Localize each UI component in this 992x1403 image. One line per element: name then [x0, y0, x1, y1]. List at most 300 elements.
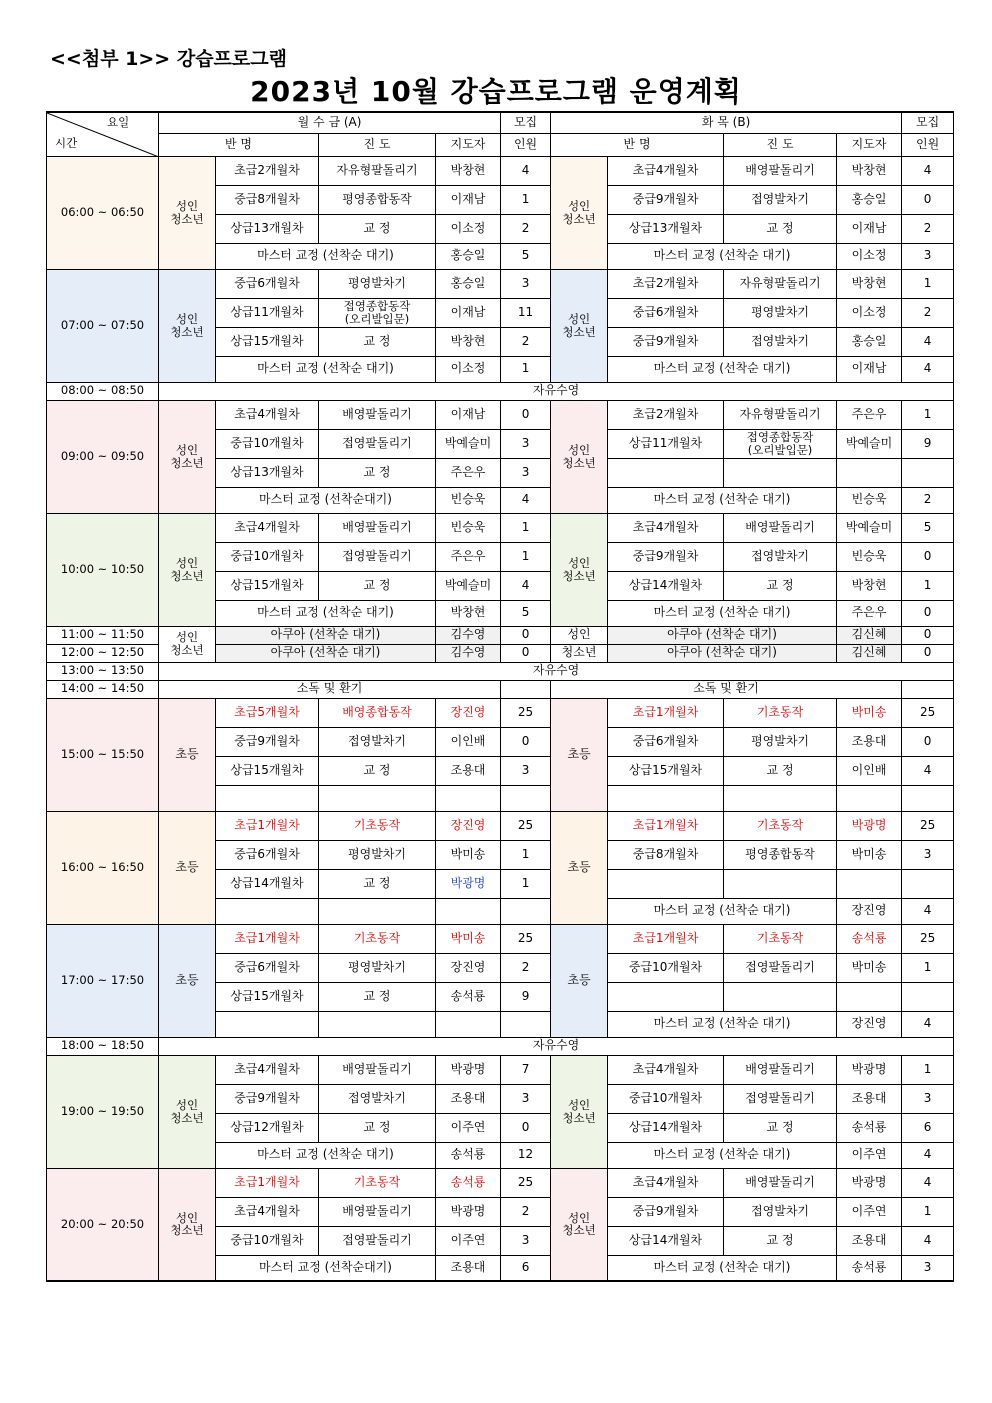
- mon-wed-instructor: 박광명: [436, 869, 501, 898]
- table-row: [47, 680, 954, 698]
- group-cell-b: 성인 청소년: [551, 400, 608, 513]
- tue-thu-instructor: 이주연: [837, 1142, 902, 1168]
- mon-wed-instructor: 조용대: [436, 1255, 501, 1281]
- tue-thu-class-name: 중급10개월차: [608, 1084, 724, 1113]
- mon-wed-instructor: 이재남: [436, 185, 501, 214]
- mon-wed-count: 3: [501, 1226, 551, 1255]
- tue-thu-instructor: 송석룡: [837, 1255, 902, 1281]
- mon-wed-instructor: 장진영: [436, 811, 501, 840]
- table-row: [47, 662, 954, 680]
- tue-thu-count: 0: [902, 727, 954, 756]
- table-row: [47, 112, 954, 133]
- mon-wed-class-name: 상급13개월차: [216, 214, 319, 243]
- mon-wed-class-name: 상급15개월차: [216, 982, 319, 1011]
- mon-wed-progress: 교 정: [319, 756, 436, 785]
- mon-wed-progress: 평영종합동작: [319, 185, 436, 214]
- tue-thu-count: 4: [902, 898, 954, 924]
- mon-wed-count: 11: [501, 298, 551, 327]
- mon-wed-count: [501, 1011, 551, 1037]
- time-cell: 13:00 ~ 13:50: [47, 662, 159, 680]
- tue-thu-instructor: 박광명: [837, 1168, 902, 1197]
- mon-wed-count: 4: [501, 156, 551, 185]
- table-row: [47, 924, 954, 953]
- mon-wed-count: [501, 898, 551, 924]
- tue-thu-instructor: 송석룡: [837, 1113, 902, 1142]
- tue-thu-progress: 교 정: [724, 214, 837, 243]
- mon-wed-class-name: 마스터 교정 (선착순 대기): [216, 600, 436, 626]
- tue-thu-progress: 배영팔돌리기: [724, 156, 837, 185]
- group-cell-b: 초등: [551, 811, 608, 924]
- time-cell: 08:00 ~ 08:50: [47, 382, 159, 400]
- mon-wed-class-name: 중급6개월차: [216, 953, 319, 982]
- aqua-class-b: 아쿠아 (선착순 대기): [608, 626, 837, 644]
- tue-thu-class-name: 중급9개월차: [608, 1197, 724, 1226]
- tue-thu-instructor: 박예슬미: [837, 513, 902, 542]
- mon-wed-progress: 교 정: [319, 214, 436, 243]
- tue-thu-class-name: 중급9개월차: [608, 185, 724, 214]
- tue-thu-progress: 접영종합동작 (오리발입문): [724, 429, 837, 458]
- tue-thu-instructor: 박미송: [837, 698, 902, 727]
- tue-thu-class-name: 중급9개월차: [608, 327, 724, 356]
- time-cell: 11:00 ~ 11:50: [47, 626, 159, 644]
- mon-wed-class-name: [216, 1011, 319, 1037]
- mon-wed-progress: 접영팔돌리기: [319, 1226, 436, 1255]
- group-cell-a: 성인 청소년: [159, 1168, 216, 1281]
- tue-thu-class-name: 초급4개월차: [608, 1055, 724, 1084]
- mon-wed-count: 4: [501, 487, 551, 513]
- aqua-instructor-b: 김신혜: [837, 644, 902, 662]
- tue-thu-count: 2: [902, 214, 954, 243]
- mon-wed-count: 2: [501, 327, 551, 356]
- tue-thu-class-name: 중급6개월차: [608, 298, 724, 327]
- mon-wed-count: 7: [501, 1055, 551, 1084]
- tue-thu-class-name: 상급13개월차: [608, 214, 724, 243]
- tue-thu-class-name: 마스터 교정 (선착순 대기): [608, 243, 837, 269]
- tue-thu-count: 25: [902, 811, 954, 840]
- tue-thu-class-name: [608, 785, 724, 811]
- tue-thu-instructor: 박광명: [837, 1055, 902, 1084]
- tue-thu-progress: 접영팔돌리기: [724, 953, 837, 982]
- table-row: [47, 1055, 954, 1084]
- tue-thu-instructor: 이재남: [837, 214, 902, 243]
- empty-cell: [902, 680, 954, 698]
- time-cell: 17:00 ~ 17:50: [47, 924, 159, 1037]
- mon-wed-count: 25: [501, 811, 551, 840]
- tue-thu-progress: [724, 458, 837, 487]
- header-recruit-a: 모집: [501, 112, 551, 133]
- time-cell: 12:00 ~ 12:50: [47, 644, 159, 662]
- empty-cell: [501, 680, 551, 698]
- disinfect-label-b: 소독 및 환기: [551, 680, 902, 698]
- tue-thu-progress: 접영발차기: [724, 1197, 837, 1226]
- mon-wed-count: 9: [501, 982, 551, 1011]
- tue-thu-instructor: [837, 785, 902, 811]
- tue-thu-count: 25: [902, 924, 954, 953]
- mon-wed-class-name: 마스터 교정 (선착순 대기): [216, 356, 436, 382]
- mon-wed-class-name: 마스터 교정 (선착순 대기): [216, 243, 436, 269]
- mon-wed-class-name: 중급10개월차: [216, 1226, 319, 1255]
- mon-wed-count: [501, 785, 551, 811]
- tue-thu-instructor: 이소정: [837, 243, 902, 269]
- mon-wed-instructor: 박미송: [436, 840, 501, 869]
- mon-wed-progress: 교 정: [319, 982, 436, 1011]
- mon-wed-progress: 배영팔돌리기: [319, 513, 436, 542]
- mon-wed-instructor: 이주연: [436, 1226, 501, 1255]
- mon-wed-progress: 자유형팔돌리기: [319, 156, 436, 185]
- mon-wed-count: 0: [501, 400, 551, 429]
- mon-wed-progress: 기초동작: [319, 924, 436, 953]
- tue-thu-progress: 평영발차기: [724, 727, 837, 756]
- tue-thu-class-name: 상급15개월차: [608, 756, 724, 785]
- tue-thu-count: 1: [902, 1197, 954, 1226]
- mon-wed-progress: 교 정: [319, 327, 436, 356]
- tue-thu-class-name: 초급4개월차: [608, 156, 724, 185]
- mon-wed-count: 5: [501, 600, 551, 626]
- time-cell: 07:00 ~ 07:50: [47, 269, 159, 382]
- tue-thu-count: 4: [902, 756, 954, 785]
- tue-thu-instructor: 박창현: [837, 269, 902, 298]
- tue-thu-count: 0: [902, 542, 954, 571]
- mon-wed-instructor: [436, 1011, 501, 1037]
- table-row: [47, 811, 954, 840]
- aqua-count-a: 0: [501, 644, 551, 662]
- tue-thu-instructor: 이재남: [837, 356, 902, 382]
- tue-thu-class-name: 마스터 교정 (선착순 대기): [608, 1142, 837, 1168]
- tue-thu-class-name: 마스터 교정 (선착순 대기): [608, 1011, 837, 1037]
- mon-wed-progress: 교 정: [319, 571, 436, 600]
- group-cell-a: 성인 청소년: [159, 156, 216, 269]
- mon-wed-instructor: 이재남: [436, 400, 501, 429]
- table-row: [47, 156, 954, 185]
- mon-wed-instructor: 송석룡: [436, 1142, 501, 1168]
- tue-thu-progress: 교 정: [724, 756, 837, 785]
- tue-thu-class-name: 초급4개월차: [608, 1168, 724, 1197]
- header-progress-a: 진 도: [319, 133, 436, 156]
- time-cell: 19:00 ~ 19:50: [47, 1055, 159, 1168]
- mon-wed-progress: 접영종합동작 (오리발입문): [319, 298, 436, 327]
- tue-thu-progress: 기초동작: [724, 924, 837, 953]
- mon-wed-class-name: 초급4개월차: [216, 1197, 319, 1226]
- mon-wed-class-name: 중급9개월차: [216, 1084, 319, 1113]
- table-row: [47, 626, 954, 644]
- tue-thu-count: 3: [902, 1255, 954, 1281]
- mon-wed-count: 1: [501, 840, 551, 869]
- mon-wed-instructor: 홍승일: [436, 243, 501, 269]
- time-cell: 06:00 ~ 06:50: [47, 156, 159, 269]
- tue-thu-count: 1: [902, 953, 954, 982]
- time-cell: 09:00 ~ 09:50: [47, 400, 159, 513]
- aqua-class-b: 아쿠아 (선착순 대기): [608, 644, 837, 662]
- tue-thu-progress: 자유형팔돌리기: [724, 269, 837, 298]
- group-cell-b: 초등: [551, 924, 608, 1037]
- tue-thu-instructor: 박창현: [837, 571, 902, 600]
- group-cell-b: 초등: [551, 698, 608, 811]
- tue-thu-count: 25: [902, 698, 954, 727]
- aqua-count-a: 0: [501, 626, 551, 644]
- mon-wed-count: 3: [501, 756, 551, 785]
- mon-wed-instructor: [436, 785, 501, 811]
- mon-wed-instructor: 송석룡: [436, 982, 501, 1011]
- mon-wed-class-name: 중급10개월차: [216, 542, 319, 571]
- mon-wed-instructor: [436, 898, 501, 924]
- tue-thu-instructor: 박예슬미: [837, 429, 902, 458]
- mon-wed-progress: 기초동작: [319, 1168, 436, 1197]
- mon-wed-count: 3: [501, 458, 551, 487]
- aqua-count-b: 0: [902, 626, 954, 644]
- tue-thu-instructor: [837, 982, 902, 1011]
- free-swim-label: 자유수영: [159, 662, 954, 680]
- header-instructor-b: 지도자: [837, 133, 902, 156]
- tue-thu-progress: [724, 785, 837, 811]
- header-count-a: 인원: [501, 133, 551, 156]
- mon-wed-count: 1: [501, 513, 551, 542]
- mon-wed-class-name: 마스터 교정 (선착순대기): [216, 487, 436, 513]
- header-mon-wed: 월 수 금 (A): [159, 112, 501, 133]
- mon-wed-count: 1: [501, 542, 551, 571]
- free-swim-label: 자유수영: [159, 382, 954, 400]
- mon-wed-progress: 평영발차기: [319, 840, 436, 869]
- mon-wed-instructor: 이재남: [436, 298, 501, 327]
- tue-thu-count: 4: [902, 1142, 954, 1168]
- mon-wed-instructor: 이소정: [436, 356, 501, 382]
- mon-wed-class-name: 초급2개월차: [216, 156, 319, 185]
- tue-thu-instructor: 빈승욱: [837, 542, 902, 571]
- tue-thu-class-name: 초급2개월차: [608, 269, 724, 298]
- mon-wed-count: 25: [501, 924, 551, 953]
- table-row: [47, 1168, 954, 1197]
- tue-thu-class-name: [608, 982, 724, 1011]
- group-cell-a: 성인 청소년: [159, 400, 216, 513]
- tue-thu-progress: 평영발차기: [724, 298, 837, 327]
- group-cell-a: 성인 청소년: [159, 269, 216, 382]
- tue-thu-instructor: 박창현: [837, 156, 902, 185]
- mon-wed-class-name: [216, 898, 319, 924]
- tue-thu-instructor: [837, 869, 902, 898]
- tue-thu-class-name: 마스터 교정 (선착순 대기): [608, 1255, 837, 1281]
- table-row: [47, 400, 954, 429]
- mon-wed-class-name: [216, 785, 319, 811]
- mon-wed-count: 0: [501, 727, 551, 756]
- tue-thu-count: [902, 982, 954, 1011]
- mon-wed-count: 3: [501, 1084, 551, 1113]
- mon-wed-instructor: 박창현: [436, 327, 501, 356]
- mon-wed-class-name: 상급15개월차: [216, 327, 319, 356]
- tue-thu-count: 4: [902, 1168, 954, 1197]
- mon-wed-class-name: 상급11개월차: [216, 298, 319, 327]
- group-cell-a: 성인 청소년: [159, 1055, 216, 1168]
- mon-wed-class-name: 중급10개월차: [216, 429, 319, 458]
- mon-wed-count: 1: [501, 356, 551, 382]
- mon-wed-count: 25: [501, 1168, 551, 1197]
- time-cell: 15:00 ~ 15:50: [47, 698, 159, 811]
- header-progress-b: 진 도: [724, 133, 837, 156]
- mon-wed-count: 6: [501, 1255, 551, 1281]
- tue-thu-progress: 배영팔돌리기: [724, 1168, 837, 1197]
- mon-wed-progress: 배영팔돌리기: [319, 1197, 436, 1226]
- attachment-label: <<첨부 1>> 강습프로그램: [50, 48, 287, 70]
- mon-wed-instructor: 박창현: [436, 600, 501, 626]
- tue-thu-class-name: 초급4개월차: [608, 513, 724, 542]
- group-cell-b: 성인 청소년: [551, 269, 608, 382]
- tue-thu-progress: 교 정: [724, 1226, 837, 1255]
- group-cell-b: 성인 청소년: [551, 156, 608, 269]
- mon-wed-progress: 배영종합동작: [319, 698, 436, 727]
- disinfect-label-a: 소독 및 환기: [159, 680, 501, 698]
- mon-wed-instructor: 이인배: [436, 727, 501, 756]
- table-row: [47, 1037, 954, 1055]
- tue-thu-count: 2: [902, 298, 954, 327]
- tue-thu-instructor: 조용대: [837, 1226, 902, 1255]
- mon-wed-class-name: 초급4개월차: [216, 1055, 319, 1084]
- mon-wed-count: 0: [501, 1113, 551, 1142]
- mon-wed-count: 2: [501, 214, 551, 243]
- mon-wed-class-name: 초급1개월차: [216, 1168, 319, 1197]
- mon-wed-instructor: 송석룡: [436, 1168, 501, 1197]
- tue-thu-progress: 교 정: [724, 1113, 837, 1142]
- tue-thu-class-name: 초급1개월차: [608, 811, 724, 840]
- tue-thu-class-name: 상급14개월차: [608, 1226, 724, 1255]
- mon-wed-instructor: 홍승일: [436, 269, 501, 298]
- mon-wed-progress: 평영발차기: [319, 269, 436, 298]
- header-corner: [47, 112, 159, 156]
- tue-thu-class-name: 마스터 교정 (선착순 대기): [608, 487, 837, 513]
- group-cell-b: 청소년: [551, 644, 608, 662]
- tue-thu-instructor: 박미송: [837, 840, 902, 869]
- time-cell: 18:00 ~ 18:50: [47, 1037, 159, 1055]
- mon-wed-progress: 기초동작: [319, 811, 436, 840]
- tue-thu-count: 3: [902, 243, 954, 269]
- mon-wed-class-name: 상급14개월차: [216, 869, 319, 898]
- mon-wed-instructor: 빈승욱: [436, 487, 501, 513]
- header-class-name-b: 반 명: [551, 133, 724, 156]
- mon-wed-class-name: 상급15개월차: [216, 756, 319, 785]
- mon-wed-class-name: 중급6개월차: [216, 269, 319, 298]
- mon-wed-progress: 교 정: [319, 869, 436, 898]
- group-cell-a: 초등: [159, 924, 216, 1037]
- tue-thu-class-name: 상급14개월차: [608, 571, 724, 600]
- free-swim-label: 자유수영: [159, 1037, 954, 1055]
- tue-thu-instructor: 송석룡: [837, 924, 902, 953]
- tue-thu-class-name: [608, 458, 724, 487]
- tue-thu-progress: 기초동작: [724, 698, 837, 727]
- mon-wed-progress: 접영발차기: [319, 1084, 436, 1113]
- tue-thu-progress: 접영발차기: [724, 327, 837, 356]
- mon-wed-class-name: 초급1개월차: [216, 924, 319, 953]
- aqua-count-b: 0: [902, 644, 954, 662]
- table-row: [47, 698, 954, 727]
- tue-thu-progress: 접영팔돌리기: [724, 1084, 837, 1113]
- mon-wed-instructor: 박예슬미: [436, 571, 501, 600]
- tue-thu-count: 1: [902, 571, 954, 600]
- tue-thu-instructor: 조용대: [837, 727, 902, 756]
- mon-wed-progress: 접영팔돌리기: [319, 542, 436, 571]
- mon-wed-count: 25: [501, 698, 551, 727]
- mon-wed-progress: [319, 898, 436, 924]
- mon-wed-class-name: 중급9개월차: [216, 727, 319, 756]
- group-cell-b: 성인 청소년: [551, 1055, 608, 1168]
- mon-wed-count: 4: [501, 571, 551, 600]
- table-row: [47, 513, 954, 542]
- mon-wed-instructor: 이소정: [436, 214, 501, 243]
- tue-thu-count: 9: [902, 429, 954, 458]
- table-row: [47, 269, 954, 298]
- mon-wed-instructor: 빈승욱: [436, 513, 501, 542]
- mon-wed-progress: 평영발차기: [319, 953, 436, 982]
- tue-thu-count: 4: [902, 356, 954, 382]
- tue-thu-instructor: 박광명: [837, 811, 902, 840]
- table-row: [47, 382, 954, 400]
- tue-thu-progress: 배영팔돌리기: [724, 513, 837, 542]
- tue-thu-class-name: 상급14개월차: [608, 1113, 724, 1142]
- group-cell-a: 초등: [159, 698, 216, 811]
- mon-wed-class-name: 마스터 교정 (선착순대기): [216, 1255, 436, 1281]
- tue-thu-count: 0: [902, 185, 954, 214]
- group-cell-a: 성인 청소년: [159, 626, 216, 662]
- mon-wed-class-name: 상급15개월차: [216, 571, 319, 600]
- time-cell: 20:00 ~ 20:50: [47, 1168, 159, 1281]
- tue-thu-progress: 평영종합동작: [724, 840, 837, 869]
- aqua-instructor-a: 김수영: [436, 644, 501, 662]
- header-count-b: 인원: [902, 133, 954, 156]
- mon-wed-instructor: 박광명: [436, 1055, 501, 1084]
- mon-wed-class-name: 초급5개월차: [216, 698, 319, 727]
- tue-thu-progress: 기초동작: [724, 811, 837, 840]
- tue-thu-count: 5: [902, 513, 954, 542]
- group-cell-a: 성인 청소년: [159, 513, 216, 626]
- tue-thu-count: 1: [902, 400, 954, 429]
- tue-thu-class-name: 초급1개월차: [608, 924, 724, 953]
- mon-wed-progress: 교 정: [319, 1113, 436, 1142]
- tue-thu-progress: 교 정: [724, 571, 837, 600]
- tue-thu-instructor: 이인배: [837, 756, 902, 785]
- tue-thu-instructor: 장진영: [837, 898, 902, 924]
- mon-wed-instructor: 이주연: [436, 1113, 501, 1142]
- mon-wed-progress: [319, 785, 436, 811]
- tue-thu-progress: 배영팔돌리기: [724, 1055, 837, 1084]
- tue-thu-class-name: 중급9개월차: [608, 542, 724, 571]
- tue-thu-progress: [724, 982, 837, 1011]
- tue-thu-instructor: 조용대: [837, 1084, 902, 1113]
- tue-thu-class-name: 마스터 교정 (선착순 대기): [608, 600, 837, 626]
- tue-thu-instructor: 빈승욱: [837, 487, 902, 513]
- mon-wed-progress: 접영팔돌리기: [319, 429, 436, 458]
- mon-wed-class-name: 상급13개월차: [216, 458, 319, 487]
- tue-thu-class-name: 마스터 교정 (선착순 대기): [608, 356, 837, 382]
- tue-thu-progress: 접영발차기: [724, 542, 837, 571]
- mon-wed-progress: 접영발차기: [319, 727, 436, 756]
- group-cell-b: 성인 청소년: [551, 1168, 608, 1281]
- tue-thu-count: [902, 785, 954, 811]
- mon-wed-instructor: 장진영: [436, 953, 501, 982]
- tue-thu-class-name: 상급11개월차: [608, 429, 724, 458]
- tue-thu-class-name: 초급1개월차: [608, 698, 724, 727]
- tue-thu-class-name: 중급8개월차: [608, 840, 724, 869]
- tue-thu-count: 2: [902, 487, 954, 513]
- mon-wed-count: 12: [501, 1142, 551, 1168]
- mon-wed-instructor: 박광명: [436, 1197, 501, 1226]
- mon-wed-count: 3: [501, 269, 551, 298]
- tue-thu-progress: 접영발차기: [724, 185, 837, 214]
- tue-thu-count: 3: [902, 840, 954, 869]
- mon-wed-class-name: 초급4개월차: [216, 513, 319, 542]
- tue-thu-count: [902, 869, 954, 898]
- mon-wed-count: 2: [501, 1197, 551, 1226]
- tue-thu-instructor: 주은우: [837, 400, 902, 429]
- header-tue-thu: 화 목 (B): [551, 112, 902, 133]
- mon-wed-count: 3: [501, 429, 551, 458]
- group-cell-a: 초등: [159, 811, 216, 924]
- mon-wed-instructor: 주은우: [436, 542, 501, 571]
